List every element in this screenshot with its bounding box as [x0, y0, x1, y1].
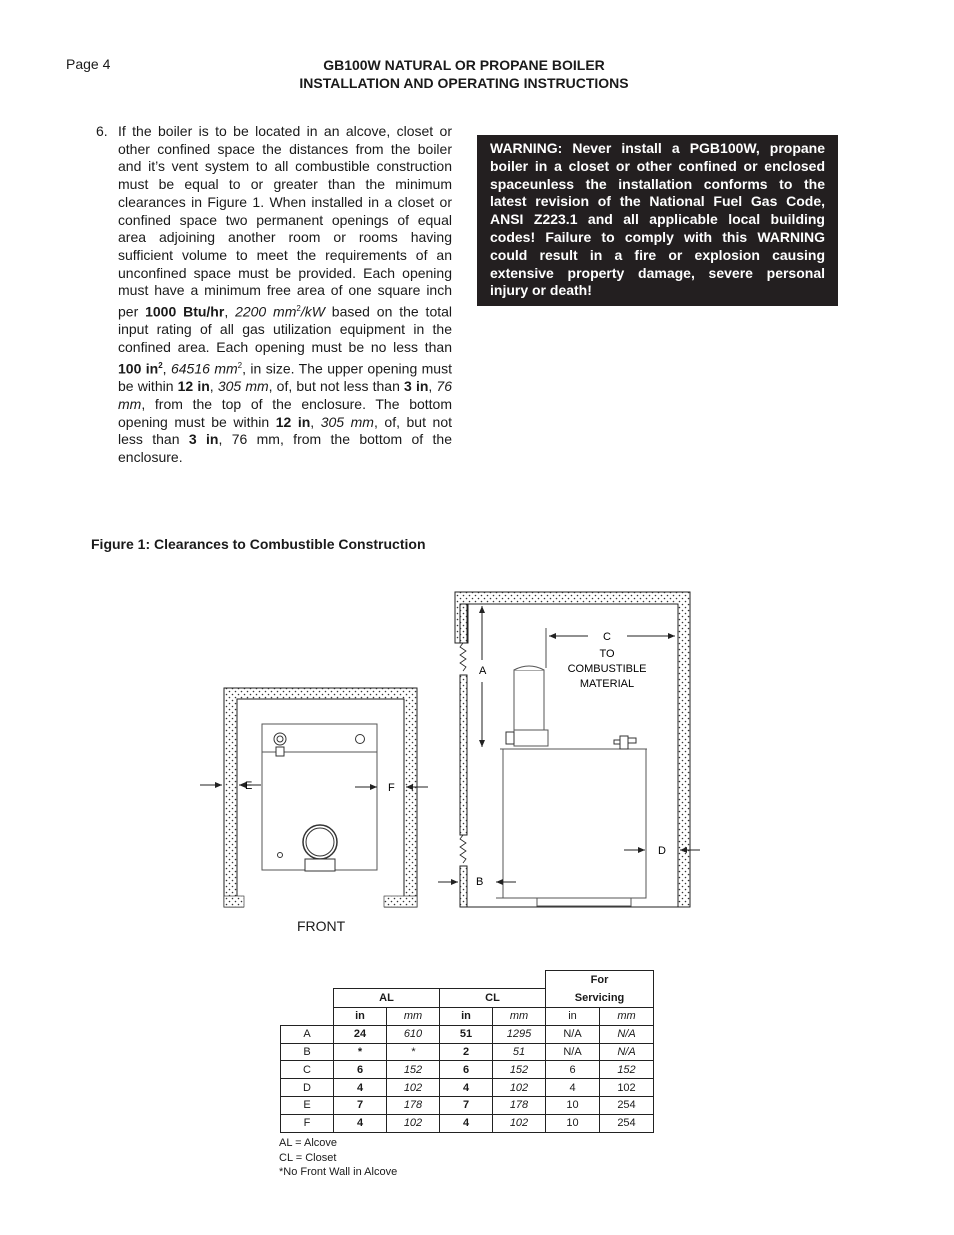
side-left-wall-lower [460, 866, 467, 907]
for-servicing-header [546, 971, 654, 1008]
table-cell: 102 [387, 1079, 440, 1097]
table-cell: N/A [600, 1025, 654, 1043]
table-cell: 102 [387, 1114, 440, 1132]
bold-run: 12 in [275, 413, 311, 430]
gauge-inner [277, 736, 283, 742]
superscript: 2 [158, 360, 163, 370]
row-label: B [281, 1043, 334, 1061]
table-cell: 2 [440, 1043, 493, 1061]
italic-run: 305 mm [217, 378, 269, 395]
unit-header: in [440, 1008, 493, 1026]
row-label: F [281, 1114, 334, 1132]
figure-caption: Figure 1: Clearances to Combustible Construction [91, 536, 426, 552]
relief-valve-icon [356, 735, 365, 744]
table-row [281, 1043, 654, 1061]
label-d: D [658, 845, 666, 857]
table-cell: * [334, 1043, 387, 1061]
table-cell: 10 [546, 1114, 600, 1132]
burner-base [305, 859, 335, 871]
title-line-2: INSTALLATION AND OPERATING INSTRUCTIONS [299, 75, 629, 91]
bold-run: 3 in [188, 431, 219, 448]
table-cell: 102 [493, 1079, 546, 1097]
table-row [281, 1096, 654, 1114]
table-spacer [281, 971, 546, 989]
superscript: 2 [237, 360, 243, 370]
title-line-1: GB100W NATURAL OR PROPANE BOILER [323, 57, 605, 73]
table-cell: 10 [546, 1096, 600, 1114]
relief-valve-side-icon [614, 736, 636, 749]
table-cell: 254 [600, 1114, 654, 1132]
table-cell: 152 [387, 1061, 440, 1079]
label-a: A [479, 665, 487, 677]
table-cell: 254 [600, 1096, 654, 1114]
note-alcove: AL = Alcove [279, 1137, 337, 1149]
unit-header: in [334, 1008, 387, 1026]
text-run: , from the top of the enclosure. The bottom opening must be within [118, 395, 452, 430]
table-cell: * [387, 1043, 440, 1061]
text-run: , of, but not less than [118, 413, 452, 448]
table-cell: N/A [546, 1025, 600, 1043]
text-run: , [209, 378, 218, 395]
text-run: , [224, 303, 236, 320]
side-left-wall-upper [460, 604, 467, 643]
table-row [281, 1114, 654, 1132]
group-header-cl: CL [440, 989, 546, 1008]
table-cell: 4 [334, 1079, 387, 1097]
vent-pipe-top [514, 666, 544, 670]
note-closet: CL = Closet [279, 1151, 337, 1164]
bold-run: 100 in [118, 360, 159, 377]
table-cell: 7 [334, 1096, 387, 1114]
label-c-line3: MATERIAL [579, 678, 635, 690]
label-b: B [476, 876, 484, 888]
front-view-label: FRONT [297, 918, 346, 934]
vent-connector [506, 732, 514, 744]
for-servicing-line1: For [590, 974, 609, 986]
text-run: , in size. The upper opening must be within [118, 360, 452, 395]
table-row [281, 1025, 654, 1043]
table-cell: 152 [600, 1061, 654, 1079]
row-label: C [281, 1061, 334, 1079]
label-c: C [603, 631, 611, 643]
table-cell: 152 [493, 1061, 546, 1079]
table-cell: 178 [493, 1096, 546, 1114]
row-label: A [281, 1025, 334, 1043]
table-cell: 4 [334, 1114, 387, 1132]
text-run: If the boiler is to be located in an alcove, closet or other confined space the distances from the boiler and it’s vent system to all combustible construction must be equal to or greater than the minimum clearances in Figure 1. When installed in a closet or confined space two permanent openings of equal area adjoining another room or rooms having sufficient volume to meet the requirements of an unconfined space must be provided. Each opening must have a minimum free area of one square inch per [118, 123, 452, 320]
break-line-upper [460, 643, 466, 671]
note-no-front-wall: *No Front Wall in Alcove [279, 1166, 398, 1178]
table-notes [279, 1136, 397, 1180]
clearance-table [280, 970, 654, 1133]
paragraph-number: 6. [96, 123, 108, 139]
bold-run: 3 in [404, 378, 429, 395]
page-number: Page 4 [66, 56, 111, 72]
bold-run: 1000 Btu/hr [145, 303, 225, 320]
italic-run: 76 mm [118, 378, 452, 412]
warning-box: WARNING: Never install a PGB100W, propane boiler in a closet or other confined or enclosed spaceunless the installation conforms to the latest revision of the National Fuel Gas Code, ANSI Z223.1 and all applicable local building codes! Failure to comply with this WARNING could result in a fire or explosion causing extensive property damage, severe personal injury or death! [477, 135, 838, 306]
vent-collar [514, 730, 548, 746]
table-cell: N/A [600, 1043, 654, 1061]
side-left-wall-middle [460, 675, 467, 835]
front-floor-left-fill [224, 896, 244, 907]
side-view [438, 592, 700, 907]
superscript: 2 [296, 304, 301, 314]
row-label: E [281, 1096, 334, 1114]
label-e: E [245, 780, 253, 792]
text-run: , [428, 378, 437, 395]
text-run: , [310, 413, 321, 430]
burner-port-inner [306, 828, 334, 856]
italic-run: 2200 mm [235, 303, 297, 320]
italic-run: 305 mm [320, 413, 374, 430]
table-cell: 178 [387, 1096, 440, 1114]
gauge-stem [276, 747, 284, 756]
table-row [281, 1061, 654, 1079]
vent-pipe [514, 670, 544, 730]
bold-run: 12 in [177, 378, 210, 395]
italic-run: /kW [300, 303, 325, 320]
table-cell: 6 [546, 1061, 600, 1079]
table-cell: 610 [387, 1025, 440, 1043]
group-header-al: AL [334, 989, 440, 1008]
text-run: , [162, 360, 171, 377]
front-view [200, 688, 428, 907]
label-f: F [388, 782, 395, 794]
table-spacer [281, 989, 334, 1008]
text-run: , of, but not less than [268, 378, 405, 395]
table-cell: 4 [546, 1079, 600, 1097]
table-cell: 4 [440, 1114, 493, 1132]
unit-header: mm [387, 1008, 440, 1026]
table-row [281, 1079, 654, 1097]
front-floor-right-fill [384, 896, 417, 907]
table-cell: 6 [440, 1061, 493, 1079]
unit-header: mm [600, 1008, 654, 1026]
table-cell: 4 [440, 1079, 493, 1097]
table-cell: 102 [493, 1114, 546, 1132]
unit-header: mm [493, 1008, 546, 1026]
indicator-light-icon [278, 853, 283, 858]
table-cell: 51 [440, 1025, 493, 1043]
boiler-side-base [537, 898, 631, 906]
label-c-line2: COMBUSTIBLE [567, 663, 647, 675]
label-c-line1: TO [599, 648, 615, 660]
unit-header: in [546, 1008, 600, 1026]
table-cell: 6 [334, 1061, 387, 1079]
break-line-lower [460, 835, 466, 863]
table-cell: 51 [493, 1043, 546, 1061]
table-cell: N/A [546, 1043, 600, 1061]
text-run: based on the total input rating of all gas utilization equipment in the confined area. Each opening must be no less than [118, 303, 453, 356]
row-label: D [281, 1079, 334, 1097]
table-spacer [281, 1008, 334, 1026]
table-cell: 7 [440, 1096, 493, 1114]
text-run: , 76 mm, from the bottom of the enclosure. [118, 431, 452, 465]
italic-run: 64516 mm [170, 360, 238, 377]
table-cell: 24 [334, 1025, 387, 1043]
table-cell: 1295 [493, 1025, 546, 1043]
table-cell: 102 [600, 1079, 654, 1097]
boiler-side-body [503, 749, 646, 898]
for-servicing-line2: Servicing [574, 992, 625, 1004]
